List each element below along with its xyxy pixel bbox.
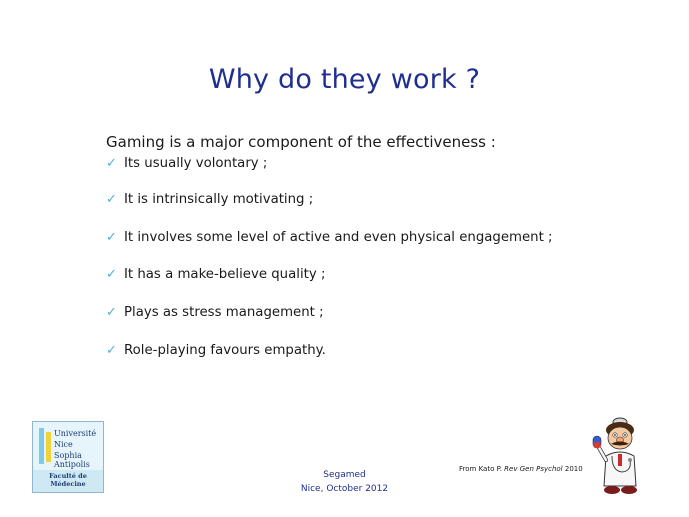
logo-mark — [46, 432, 51, 462]
slide-title: Why do they work ? — [208, 64, 481, 95]
checkmark-icon: ✓ — [106, 343, 117, 358]
bullet-text: Plays as stress management ; — [124, 305, 324, 320]
bullet-text: It is intrinsically motivating ; — [124, 192, 314, 207]
logo-text: Université — [54, 429, 97, 438]
doctor-mascot-icon — [592, 416, 652, 496]
citation-year: 2010 — [562, 465, 583, 473]
checkmark-icon: ✓ — [106, 230, 117, 245]
checkmark-icon: ✓ — [106, 267, 117, 282]
event-name: Segamed — [323, 470, 366, 480]
list-item — [106, 343, 326, 358]
event-place-date: Nice, October 2012 — [300, 484, 389, 494]
bullet-text: It has a make-believe quality ; — [124, 267, 326, 282]
logo-text: Nice — [54, 440, 73, 449]
list-item — [106, 192, 313, 207]
bullet-text: It involves some level of active and even physical engagement ; — [124, 230, 553, 245]
footer — [0, 468, 689, 496]
bullet-text: Role-playing favours empathy. — [124, 343, 326, 358]
citation-prefix: From Kato P. — [459, 465, 505, 473]
list-item — [106, 156, 267, 171]
intro-text: Gaming is a major component of the effectiveness : — [106, 133, 496, 151]
list-item — [106, 305, 324, 320]
list-item — [106, 267, 325, 282]
checkmark-icon: ✓ — [106, 305, 117, 320]
faculty-label: Faculté de Médecine — [49, 472, 87, 488]
checkmark-icon: ✓ — [106, 192, 117, 207]
list-item — [106, 230, 553, 245]
logo-mark — [39, 428, 44, 464]
logo-text: Sophia Antipolis — [54, 451, 90, 469]
citation — [459, 465, 583, 473]
citation-journal: Rev Gen Psychol — [504, 465, 563, 473]
bullet-text: Its usually volontary ; — [124, 156, 268, 171]
checkmark-icon: ✓ — [106, 156, 117, 171]
